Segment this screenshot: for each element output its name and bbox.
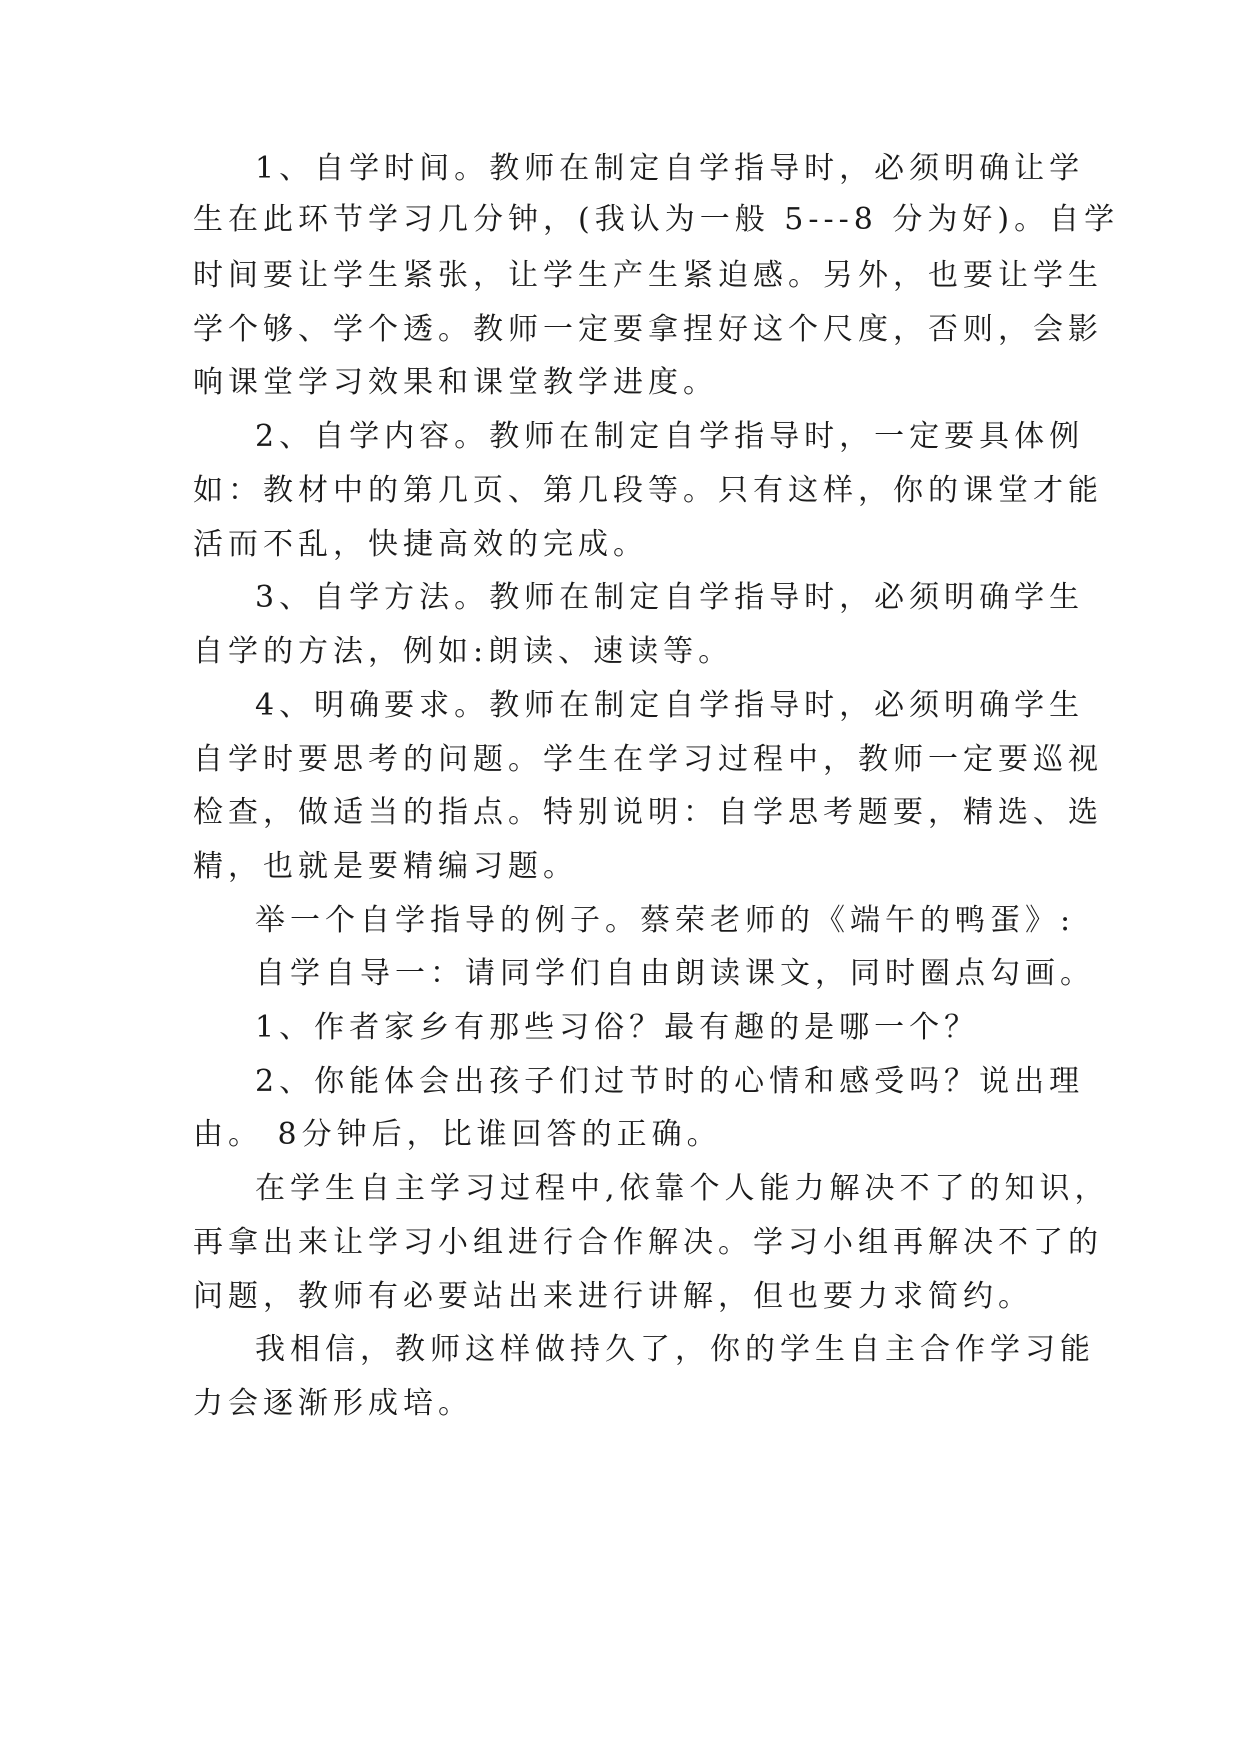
self-study-guide-line: 自学自导一：请同学们自由朗读课文，同时圈点勾画。: [255, 956, 1095, 991]
paragraph-4-line-1: 4、明确要求。教师在制定自学指导时，必须明确学生: [255, 688, 1085, 723]
paragraph-1-line-3: 时间要让学生紧张，让学生产生紧迫感。另外，也要让学生: [193, 258, 1103, 293]
example-intro-line: 举一个自学指导的例子。蔡荣老师的《端午的鸭蛋》:: [255, 903, 1076, 938]
paragraph-1-line-5: 响课堂学习效果和课堂教学进度。: [193, 365, 718, 400]
question-2-line-1: 2、你能体会出孩子们过节时的心情和感受吗？说出理: [255, 1064, 1085, 1099]
paragraph-4-line-4: 精，也就是要精编习题。: [193, 849, 578, 884]
question-2-line-2: 由。 8分钟后，比谁回答的正确。: [193, 1117, 722, 1152]
paragraph-1-line-4: 学个够、学个透。教师一定要拿捏好这个尺度，否则，会影: [193, 312, 1103, 347]
paragraph-7-line-2: 力会逐渐形成培。: [193, 1386, 473, 1421]
paragraph-2-line-3: 活而不乱，快捷高效的完成。: [193, 527, 648, 562]
paragraph-3-line-1: 3、自学方法。教师在制定自学指导时，必须明确学生: [255, 580, 1085, 615]
paragraph-6-line-2: 再拿出来让学习小组进行合作解决。学习小组再解决不了的: [193, 1225, 1103, 1260]
paragraph-3-line-2: 自学的方法，例如:朗读、速读等。: [193, 634, 734, 669]
paragraph-4-line-3: 检查，做适当的指点。特别说明：自学思考题要，精选、选: [193, 795, 1103, 830]
paragraph-6-line-1: 在学生自主学习过程中,依靠个人能力解决不了的知识，: [255, 1171, 1110, 1206]
paragraph-7-line-1: 我相信，教师这样做持久了，你的学生自主合作学习能: [255, 1332, 1095, 1367]
paragraph-4-line-2: 自学时要思考的问题。学生在学习过程中，教师一定要巡视: [193, 742, 1103, 777]
paragraph-1-line-1: 1、自学时间。教师在制定自学指导时，必须明确让学: [255, 151, 1085, 186]
paragraph-1-line-2: 生在此环节学习几分钟，(我认为一般 5---8 分为好)。自学: [193, 202, 1120, 237]
question-1-line: 1、作者家乡有那些习俗？最有趣的是哪一个？: [255, 1010, 980, 1045]
paragraph-6-line-3: 问题，教师有必要站出来进行讲解，但也要力求简约。: [193, 1279, 1033, 1314]
paragraph-2-line-1: 2、自学内容。教师在制定自学指导时，一定要具体例: [255, 419, 1085, 454]
paragraph-2-line-2: 如：教材中的第几页、第几段等。只有这样，你的课堂才能: [193, 473, 1103, 508]
